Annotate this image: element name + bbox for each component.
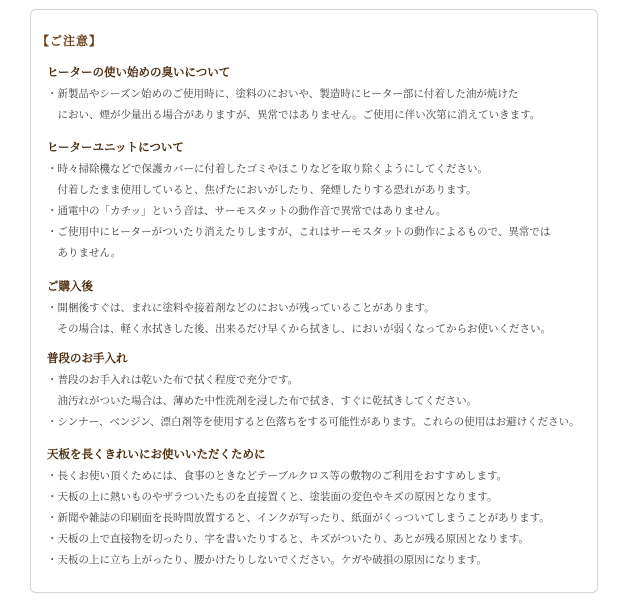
section-line: ありません。 [47,247,122,259]
section-line: ・天板の上で直接物を切ったり、字を書いたりすると、キズがついたり、あとが残る原因となります。 [47,533,529,545]
section-line: ・新聞や雑誌の印刷面を長時間放置すると、インクが写ったり、紙面がくっついてしまうことがあります。 [47,512,550,524]
section-line: ・通電中の「カチッ」という音は、サーモスタットの動作音で異常ではありません。 [47,205,447,217]
section-tabletop-care [47,446,592,571]
section-line: ・シンナー、ベンジン、漂白剤等を使用すると色落ちをする可能性があります。これらの使用はお避けください。 [47,416,580,428]
section-body [47,370,592,433]
section-heading: ご購入後 [47,279,93,293]
section-line: ・普段のお手入れは乾いた布で拭く程度で充分です。 [47,374,299,386]
section-heading: 天板を長くきれいにお使いいただくために [47,447,266,461]
section-line: ・時々掃除機などで保護カバーに付着したゴミやほこりなどを取り除くようにしてください。 [47,163,488,175]
section-line: 油汚れがついた場合は、薄めた中性洗剤を浸した布で拭き、すぐに乾拭きしてください。 [47,395,478,407]
section-body [47,466,592,571]
section-line: ・天板の上に立ち上がったり、腰かけたりしないでください。ケガや破損の原因になります。 [47,554,487,566]
section-heater-unit [47,139,592,264]
section-line: ・ご使用中にヒーターがついたり消えたりしますが、これはサーモスタットの動作によるもので、異常では [47,226,551,238]
section-body [47,159,592,264]
section-heading: ヒーターユニットについて [47,140,184,154]
section-line: その場合は、軽く水拭きした後、出来るだけ早くから拭きし、においが弱くなってからお使いください。 [47,323,551,335]
section-heater-first-use-smell [47,64,592,126]
section-heading: ヒーターの使い始めの臭いについて [47,65,231,79]
section-line: ・天板の上に熱いものやザラついたものを直接置くと、塗装面の変色やキズの原因となります。 [47,491,498,503]
section-heading: 普段のお手入れ [47,351,128,365]
section-daily-care [47,350,592,433]
section-line: ・開梱後すぐは、まれに塗料や接着剤などのにおいが残っていることがあります。 [47,302,435,314]
section-line: ・長くお使い頂くためには、食事のときなどテーブルクロス等の敷物のご利用をおすすめします。 [47,470,508,482]
section-line: におい、煙が少量出る場合がありますが、異常ではありません。ご使用に伴い次第に消えていきます。 [47,109,541,121]
section-body [47,84,592,126]
section-line: 付着したまま使用していると、焦げたにおいがしたり、発煙したりする恐れがあります。 [47,184,477,196]
section-body [47,298,592,340]
section-line: ・新製品やシーズン始めのご使用時に、塗料のにおいや、製造時にヒーター部に付着した油が焼けた [47,88,519,100]
section-after-purchase [47,278,592,340]
notice-title: 【ご注意】 [37,34,103,48]
